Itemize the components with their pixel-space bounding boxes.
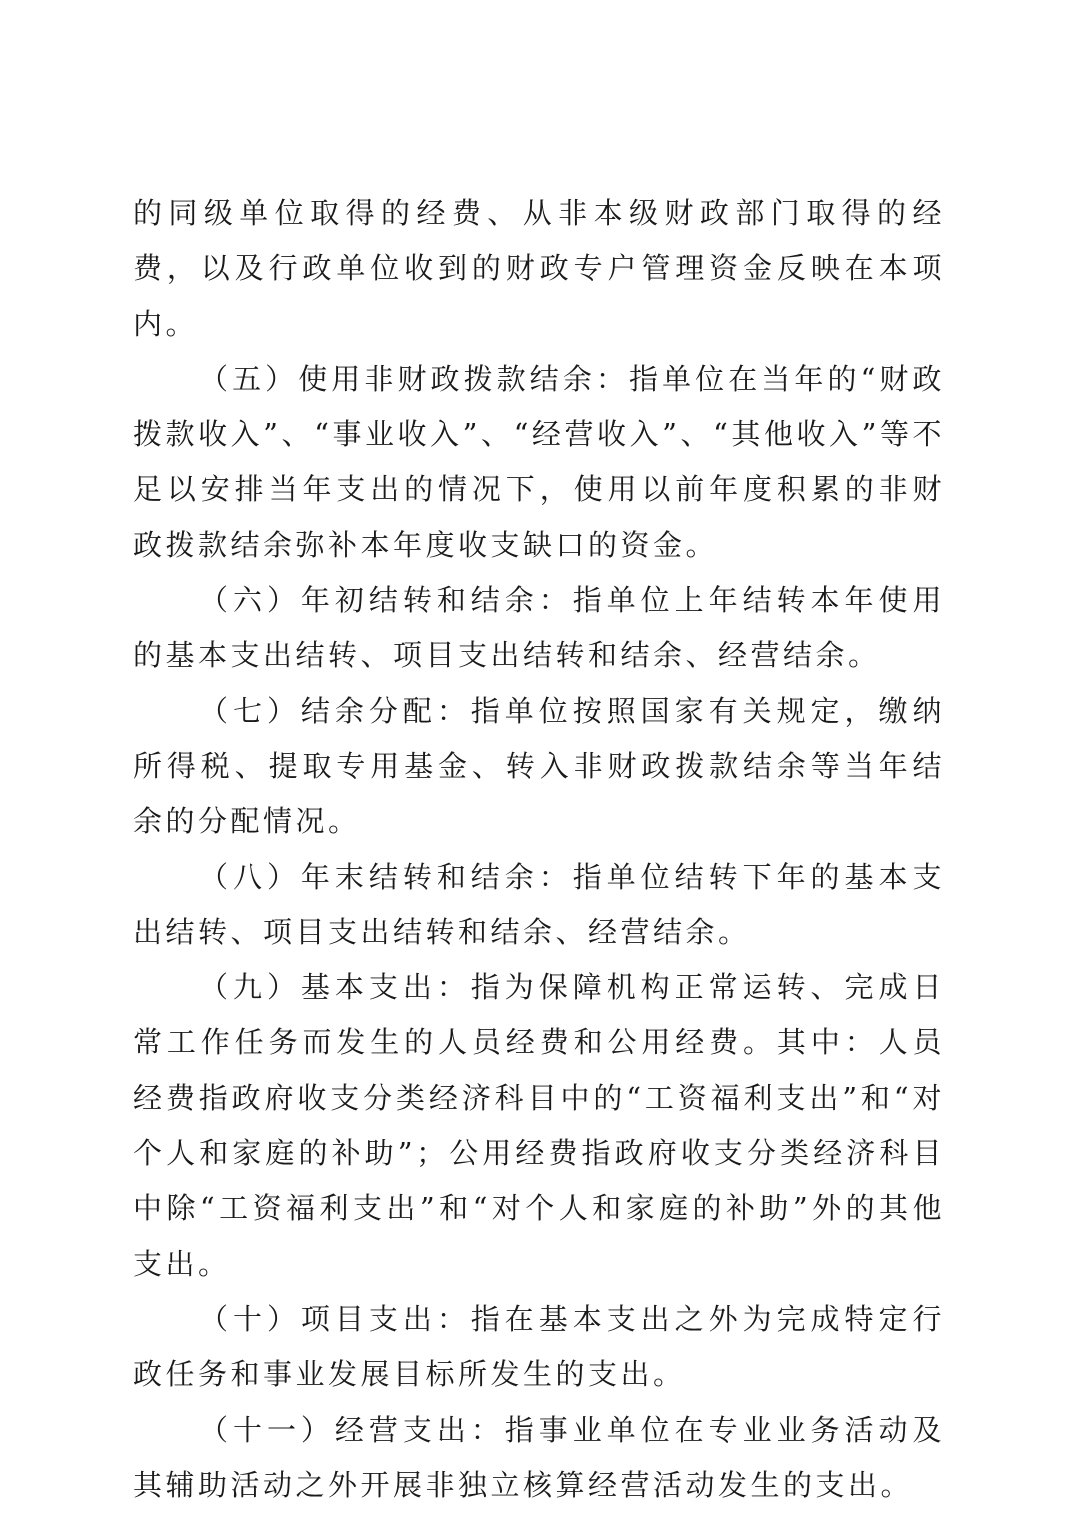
paragraph-item-7: （七）结余分配：指单位按照国家有关规定，缴纳所得税、提取专用基金、转入非财政拨款结余等当年结余的分配情况。 bbox=[133, 693, 945, 839]
paragraph-item-8: （八）年末结转和结余：指单位结转下年的基本支出结转、项目支出结转和结余、经营结余。 bbox=[133, 859, 945, 949]
paragraph-item-11: （十一）经营支出：指事业单位在专业业务活动及其辅助活动之外开展非独立核算经营活动发生的支出。 bbox=[133, 1412, 945, 1502]
paragraph-item-5: （五）使用非财政拨款结余：指单位在当年的“财政拨款收入”、“事业收入”、“经营收入”、“其他收入”等不足以安排当年支出的情况下，使用以前年度积累的非财政拨款结余弥补本年度收支缺口的资金。 bbox=[133, 361, 945, 562]
paragraph-item-10: （十）项目支出：指在基本支出之外为完成特定行政任务和事业发展目标所发生的支出。 bbox=[133, 1301, 945, 1392]
document-body bbox=[133, 186, 945, 1513]
paragraph-item-9: （九）基本支出：指为保障机构正常运转、完成日常工作任务而发生的人员经费和公用经费。其中：人员经费指政府收支分类经济科目中的“工资福利支出”和“对个人和家庭的补助”；公用经费指政府收支分类经济科目中除“工资福利支出”和“对个人和家庭的补助”外的其他支出。 bbox=[133, 970, 945, 1281]
paragraph-continuation: 的同级单位取得的经费、从非本级财政部门取得的经费，以及行政单位收到的财政专户管理资金反映在本项内。 bbox=[133, 196, 945, 341]
paragraph-item-6: （六）年初结转和结余：指单位上年结转本年使用的基本支出结转、项目支出结转和结余、经营结余。 bbox=[133, 583, 945, 673]
